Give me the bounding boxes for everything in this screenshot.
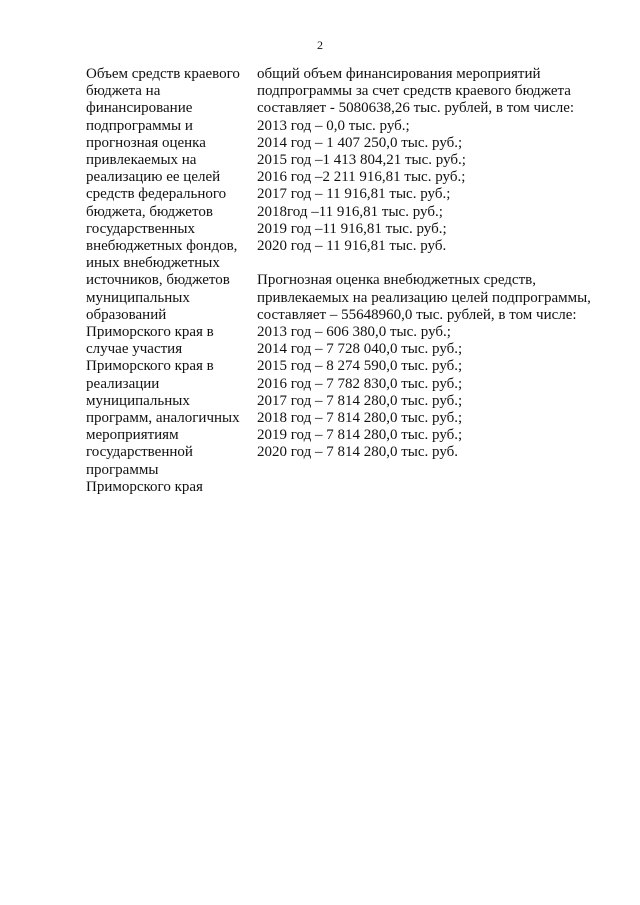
label-line: Объем средств краевого — [86, 66, 240, 82]
offbudget-year-line: 2017 год – 7 814 280,0 тыс. руб.; — [257, 392, 463, 409]
label-line: бюджета на — [86, 83, 161, 100]
label-line: государственных — [86, 220, 195, 237]
label-line: привлекаемых на — [86, 152, 197, 169]
budget-intro-line: общий объем финансирования мероприятий — [257, 66, 541, 82]
offbudget-year-line: 2020 год – 7 814 280,0 тыс. руб. — [257, 444, 459, 461]
budget-year-line: 2020 год – 11 916,81 тыс. руб. — [257, 238, 447, 255]
label-line: реализации — [86, 375, 160, 392]
label-line: реализацию ее целей — [86, 169, 221, 186]
budget-year-line: 2016 год –2 211 916,81 тыс. руб.; — [257, 169, 466, 186]
label-line: муниципальных — [86, 392, 190, 409]
label-line: прогнозная оценка — [86, 134, 206, 151]
offbudget-year-line: 2016 год – 7 782 830,0 тыс. руб.; — [257, 375, 463, 392]
budget-year-line: 2019 год –11 916,81 тыс. руб.; — [257, 220, 447, 237]
offbudget-year-line: 2018 год – 7 814 280,0 тыс. руб.; — [257, 410, 463, 427]
label-line: источников, бюджетов — [86, 272, 230, 289]
budget-year-line: 2015 год –1 413 804,21 тыс. руб.; — [257, 152, 466, 169]
budget-year-line: 2018год –11 916,81 тыс. руб.; — [257, 203, 443, 220]
offbudget-year-line: 2015 год – 8 274 590,0 тыс. руб.; — [257, 358, 463, 375]
offbudget-intro-line: составляет – 55648960,0 тыс. рублей, в том числе: — [257, 306, 577, 323]
label-line: образований — [86, 306, 167, 323]
passport-row-label — [86, 66, 246, 496]
offbudget-year-line: 2013 год – 606 380,0 тыс. руб.; — [257, 324, 451, 341]
page-number: 2 — [317, 38, 323, 52]
label-line: внебюджетных фондов, — [86, 238, 238, 255]
label-line: средств федерального — [86, 186, 227, 203]
regional-budget-block — [257, 66, 587, 255]
label-line: иных внебюджетных — [86, 255, 220, 272]
offbudget-year-line: 2019 год – 7 814 280,0 тыс. руб.; — [257, 427, 463, 444]
budget-intro-line: составляет - 5080638,26 тыс. рублей, в том числе: — [257, 100, 575, 117]
label-line: Приморского края — [86, 478, 203, 495]
offbudget-year-line: 2014 год – 7 728 040,0 тыс. руб.; — [257, 341, 463, 358]
label-line: муниципальных — [86, 289, 190, 306]
label-line: программ, аналогичных — [86, 410, 240, 427]
label-line: мероприятиям — [86, 427, 179, 444]
label-line: подпрограммы и — [86, 117, 193, 134]
budget-year-line: 2014 год – 1 407 250,0 тыс. руб.; — [257, 134, 463, 151]
offbudget-intro-line: Прогнозная оценка внебюджетных средств, — [257, 272, 536, 289]
label-line: бюджета, бюджетов — [86, 203, 213, 220]
label-line: случае участия — [86, 341, 183, 358]
budget-intro-line: подпрограммы за счет средств краевого бюджета — [257, 83, 571, 100]
budget-year-line: 2017 год – 11 916,81 тыс. руб.; — [257, 186, 451, 203]
offbudget-intro-line: привлекаемых на реализацию целей подпрограммы, — [257, 289, 591, 306]
offbudget-funds-block — [257, 272, 591, 461]
label-line: Приморского края в — [86, 358, 214, 375]
label-line: программы — [86, 461, 159, 478]
label-line: финансирование — [86, 100, 193, 117]
budget-year-line: 2013 год – 0,0 тыс. руб.; — [257, 117, 410, 134]
passport-row-value — [257, 66, 591, 462]
label-line: Приморского края в — [86, 324, 214, 341]
label-line: государственной — [86, 444, 193, 461]
